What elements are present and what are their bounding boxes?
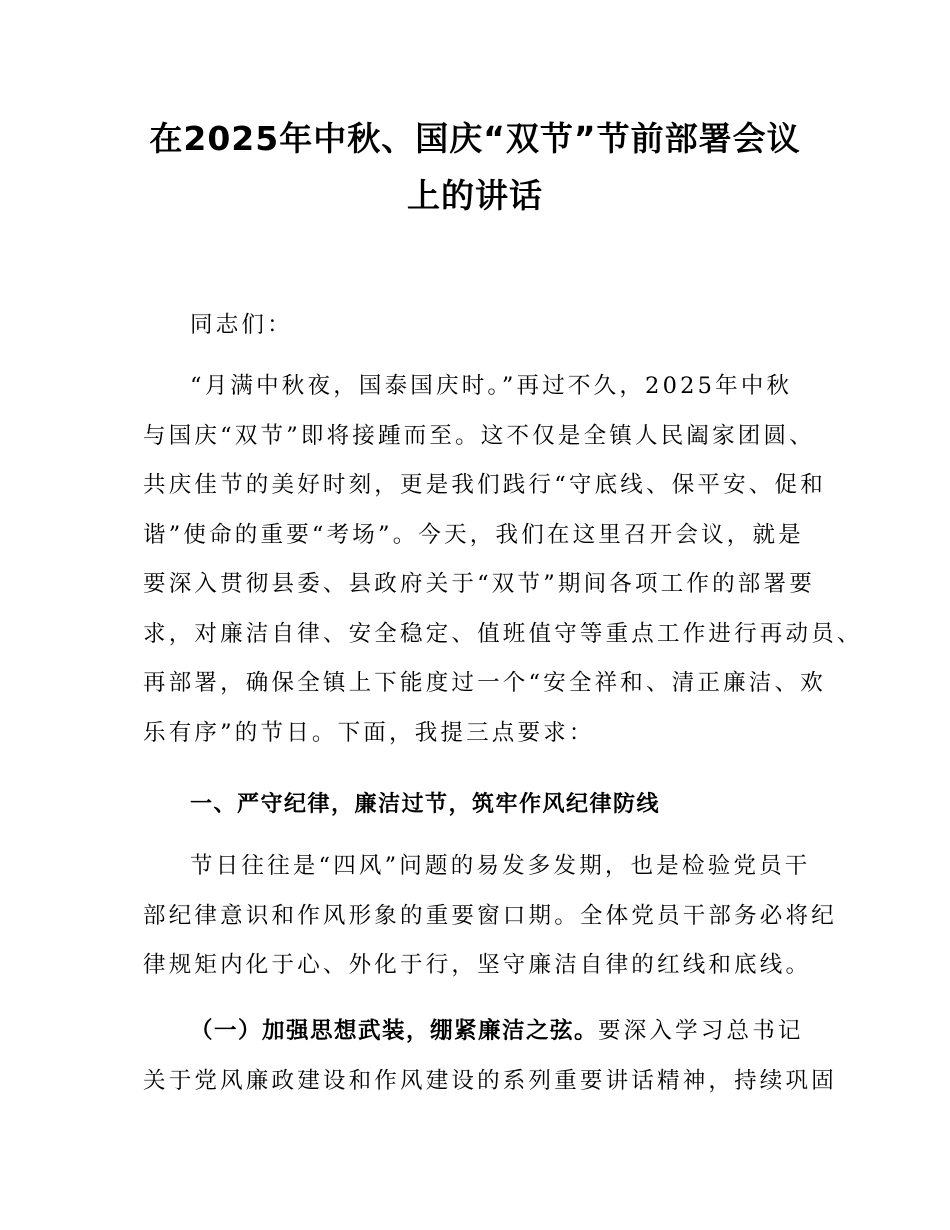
paragraph-line: 与国庆“双节”即将接踵而至。这不仅是全镇人民阖家团圆、 bbox=[143, 422, 815, 449]
subsection-heading: （一）加强思想武装，绷紧廉洁之弦。 bbox=[190, 1018, 599, 1044]
paragraph-subsection-1 bbox=[143, 1007, 837, 1106]
paragraph-intro bbox=[143, 362, 863, 758]
paragraph-line: 乐有序”的节日。下面，我提三点要求： bbox=[143, 719, 595, 746]
paragraph-line: “月满中秋夜，国泰国庆时。”再过不久，2025年中秋 bbox=[190, 373, 793, 399]
paragraph-line: 共庆佳节的美好时刻，更是我们践行“守底线、保平安、促和 bbox=[143, 472, 826, 498]
page-title bbox=[120, 110, 830, 224]
paragraph-line: 谐”使命的重要“考场”。今天，我们在这里召开会议，就是 bbox=[143, 521, 804, 548]
paragraph-line: 部纪律意识和作风形象的重要窗口期。全体党员干部务必将纪 bbox=[143, 902, 837, 929]
paragraph-line bbox=[143, 1007, 813, 1057]
paragraph-line: 要深入贯彻县委、县政府关于“双节”期间各项工作的部署要 bbox=[143, 571, 815, 597]
title-line-2: 上的讲话 bbox=[407, 176, 543, 215]
title-line-1: 在2025年中秋、国庆“双节”节前部署会议 bbox=[149, 119, 801, 158]
paragraph-line: 关于党风廉政建设和作风建设的系列重要讲话精神，持续巩固 bbox=[143, 1067, 837, 1094]
paragraph-line: 再部署，确保全镇上下能度过一个“安全祥和、清正廉洁、欢 bbox=[143, 670, 826, 696]
subsection-text: 要深入学习总书记 bbox=[598, 1018, 804, 1044]
paragraph-line: 律规矩内化于心、外化于行，坚守廉洁自律的红线和底线。 bbox=[143, 952, 812, 978]
section-heading-1: 一、严守纪律，廉洁过节，筑牢作风纪律防线 bbox=[190, 792, 661, 817]
paragraph-section-1 bbox=[143, 842, 837, 991]
paragraph-line: 节日往往是“四风”问题的易发多发期，也是检验党员干 bbox=[190, 853, 811, 879]
greeting: 同志们： bbox=[190, 312, 293, 338]
paragraph-line: 求，对廉洁自律、安全稳定、值班值守等重点工作进行再动员、 bbox=[143, 620, 863, 647]
